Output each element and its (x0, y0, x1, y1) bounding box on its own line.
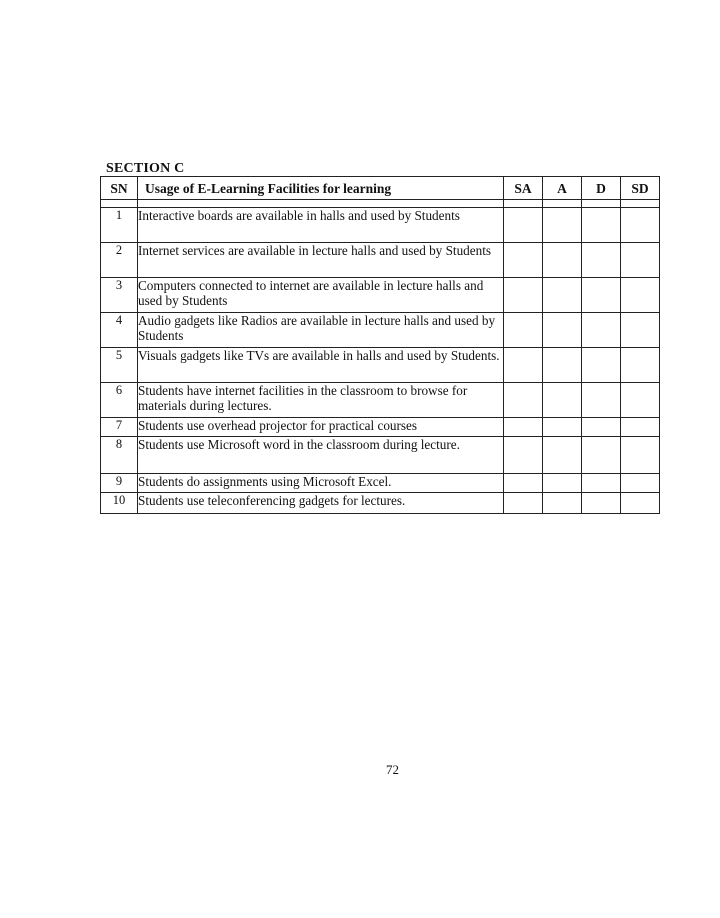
row-number: 6 (101, 383, 138, 418)
question-text: Interactive boards are available in halls and used by Students (138, 208, 504, 243)
rating-cell-sd[interactable] (621, 208, 660, 243)
rating-cell-d[interactable] (582, 493, 621, 514)
table-header-row (101, 177, 660, 200)
row-number: 10 (101, 493, 138, 514)
row-number: 7 (101, 418, 138, 437)
rating-cell-sa[interactable] (504, 208, 543, 243)
table-row (101, 208, 660, 243)
header-rating-sd: SD (621, 177, 660, 200)
table-row (101, 243, 660, 278)
question-text: Computers connected to internet are available in lecture halls and used by Students (138, 278, 504, 313)
rating-cell-a[interactable] (543, 418, 582, 437)
question-text: Students use teleconferencing gadgets for lectures. (138, 493, 504, 514)
rating-cell-d[interactable] (582, 437, 621, 474)
header-sn: SN (101, 177, 138, 200)
rating-cell-a[interactable] (543, 383, 582, 418)
table-row (101, 418, 660, 437)
rating-cell-a[interactable] (543, 208, 582, 243)
rating-cell-sd[interactable] (621, 493, 660, 514)
table-row (101, 493, 660, 514)
question-text: Students use Microsoft word in the classroom during lecture. (138, 437, 504, 474)
row-number: 1 (101, 208, 138, 243)
rating-cell-a[interactable] (543, 348, 582, 383)
rating-cell-sa[interactable] (504, 348, 543, 383)
rating-cell-a[interactable] (543, 243, 582, 278)
row-number: 2 (101, 243, 138, 278)
page-number: 72 (386, 762, 399, 777)
rating-cell-sd[interactable] (621, 313, 660, 348)
rating-cell-d[interactable] (582, 418, 621, 437)
rating-cell-d[interactable] (582, 313, 621, 348)
rating-cell-sa[interactable] (504, 474, 543, 493)
table-row (101, 278, 660, 313)
table-row (101, 313, 660, 348)
rating-cell-d[interactable] (582, 243, 621, 278)
rating-cell-sa[interactable] (504, 383, 543, 418)
section-title: SECTION C (106, 161, 185, 176)
rating-cell-sd[interactable] (621, 243, 660, 278)
rating-cell-sa[interactable] (504, 493, 543, 514)
row-number: 9 (101, 474, 138, 493)
question-text: Students use overhead projector for practical courses (138, 418, 504, 437)
rating-cell-sd[interactable] (621, 348, 660, 383)
row-number: 3 (101, 278, 138, 313)
rating-cell-sa[interactable] (504, 418, 543, 437)
rating-cell-a[interactable] (543, 278, 582, 313)
rating-cell-d[interactable] (582, 383, 621, 418)
question-text: Audio gadgets like Radios are available in lecture halls and used by Students (138, 313, 504, 348)
table-row (101, 437, 660, 474)
rating-cell-a[interactable] (543, 437, 582, 474)
rating-cell-sd[interactable] (621, 278, 660, 313)
rating-cell-a[interactable] (543, 493, 582, 514)
question-text: Visuals gadgets like TVs are available in halls and used by Students. (138, 348, 504, 383)
rating-cell-sd[interactable] (621, 474, 660, 493)
header-rating-sa: SA (504, 177, 543, 200)
rating-cell-sa[interactable] (504, 313, 543, 348)
rating-cell-a[interactable] (543, 313, 582, 348)
question-text: Internet services are available in lecture halls and used by Students (138, 243, 504, 278)
row-number: 5 (101, 348, 138, 383)
rating-cell-d[interactable] (582, 474, 621, 493)
rating-cell-d[interactable] (582, 278, 621, 313)
rating-cell-sd[interactable] (621, 437, 660, 474)
rating-cell-sd[interactable] (621, 383, 660, 418)
question-text: Students have internet facilities in the classroom to browse for materials during lectures. (138, 383, 504, 418)
header-rating-d: D (582, 177, 621, 200)
rating-cell-a[interactable] (543, 474, 582, 493)
rating-cell-sa[interactable] (504, 243, 543, 278)
question-text: Students do assignments using Microsoft Excel. (138, 474, 504, 493)
header-gap-row (101, 200, 660, 208)
rating-cell-sa[interactable] (504, 278, 543, 313)
rating-cell-d[interactable] (582, 348, 621, 383)
table-row (101, 474, 660, 493)
table-row (101, 348, 660, 383)
row-number: 4 (101, 313, 138, 348)
row-number: 8 (101, 437, 138, 474)
header-rating-a: A (543, 177, 582, 200)
header-question: Usage of E-Learning Facilities for learning (138, 177, 504, 200)
rating-cell-sa[interactable] (504, 437, 543, 474)
rating-cell-d[interactable] (582, 208, 621, 243)
table-row (101, 383, 660, 418)
rating-cell-sd[interactable] (621, 418, 660, 437)
survey-table (100, 176, 660, 514)
